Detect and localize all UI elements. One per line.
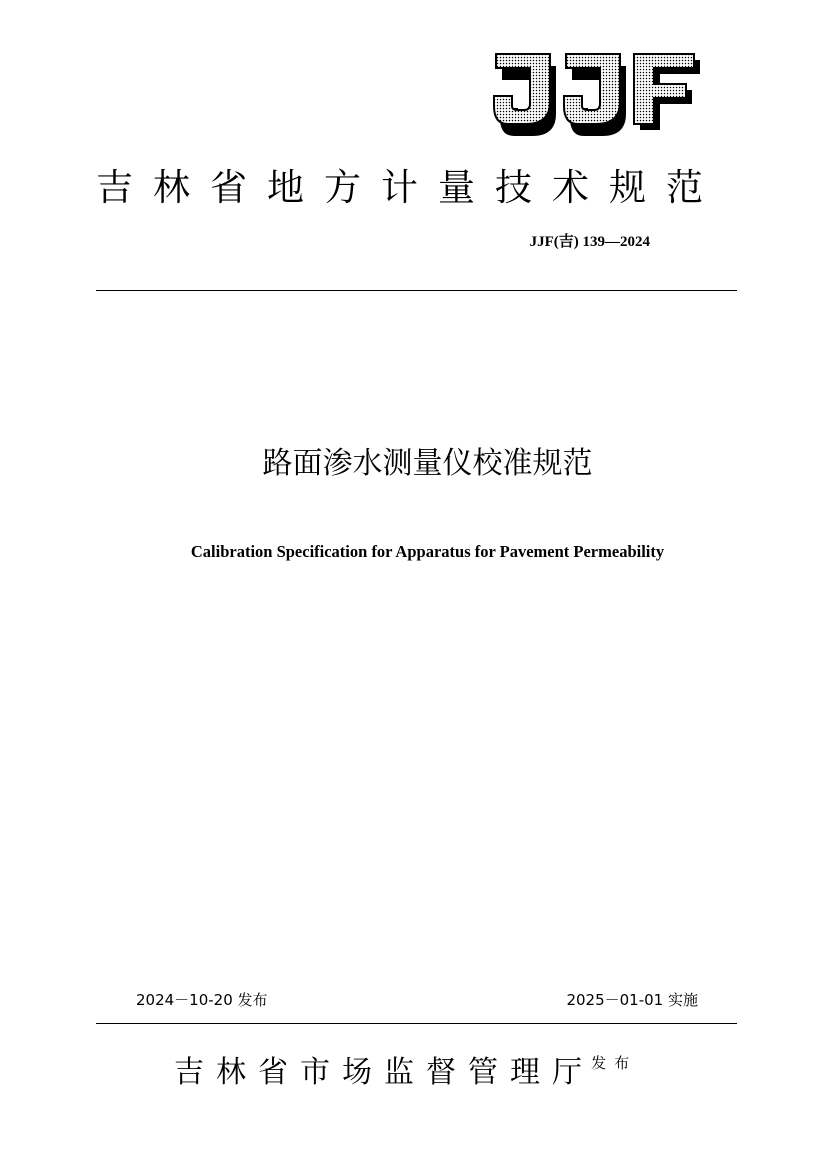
issuer-suffix: 发布 [591, 1054, 638, 1072]
bottom-divider [96, 1023, 737, 1024]
standard-category: 吉林省地方计量技术规范 [96, 166, 723, 209]
implementation-date: 2025－01-01 实施 [566, 991, 698, 1009]
document-title-en: Calibration Specification for Apparatus for Pavement Permeability [190, 542, 665, 561]
issue-date: 2024－10-20 发布 [136, 991, 268, 1009]
logo-letter-f [634, 54, 700, 130]
logo-letter-j1 [494, 54, 556, 136]
jjf-logo-icon [490, 50, 702, 136]
document-title-zh: 路面渗水测量仪校准规范 [262, 446, 593, 481]
issuer-name: 吉林省市场监督管理厅 [174, 1055, 594, 1090]
logo-letter-j2 [564, 54, 626, 136]
top-divider [96, 290, 737, 291]
issuer [174, 1052, 637, 1093]
standard-number: JJF(吉) 139—2024 [529, 234, 650, 250]
